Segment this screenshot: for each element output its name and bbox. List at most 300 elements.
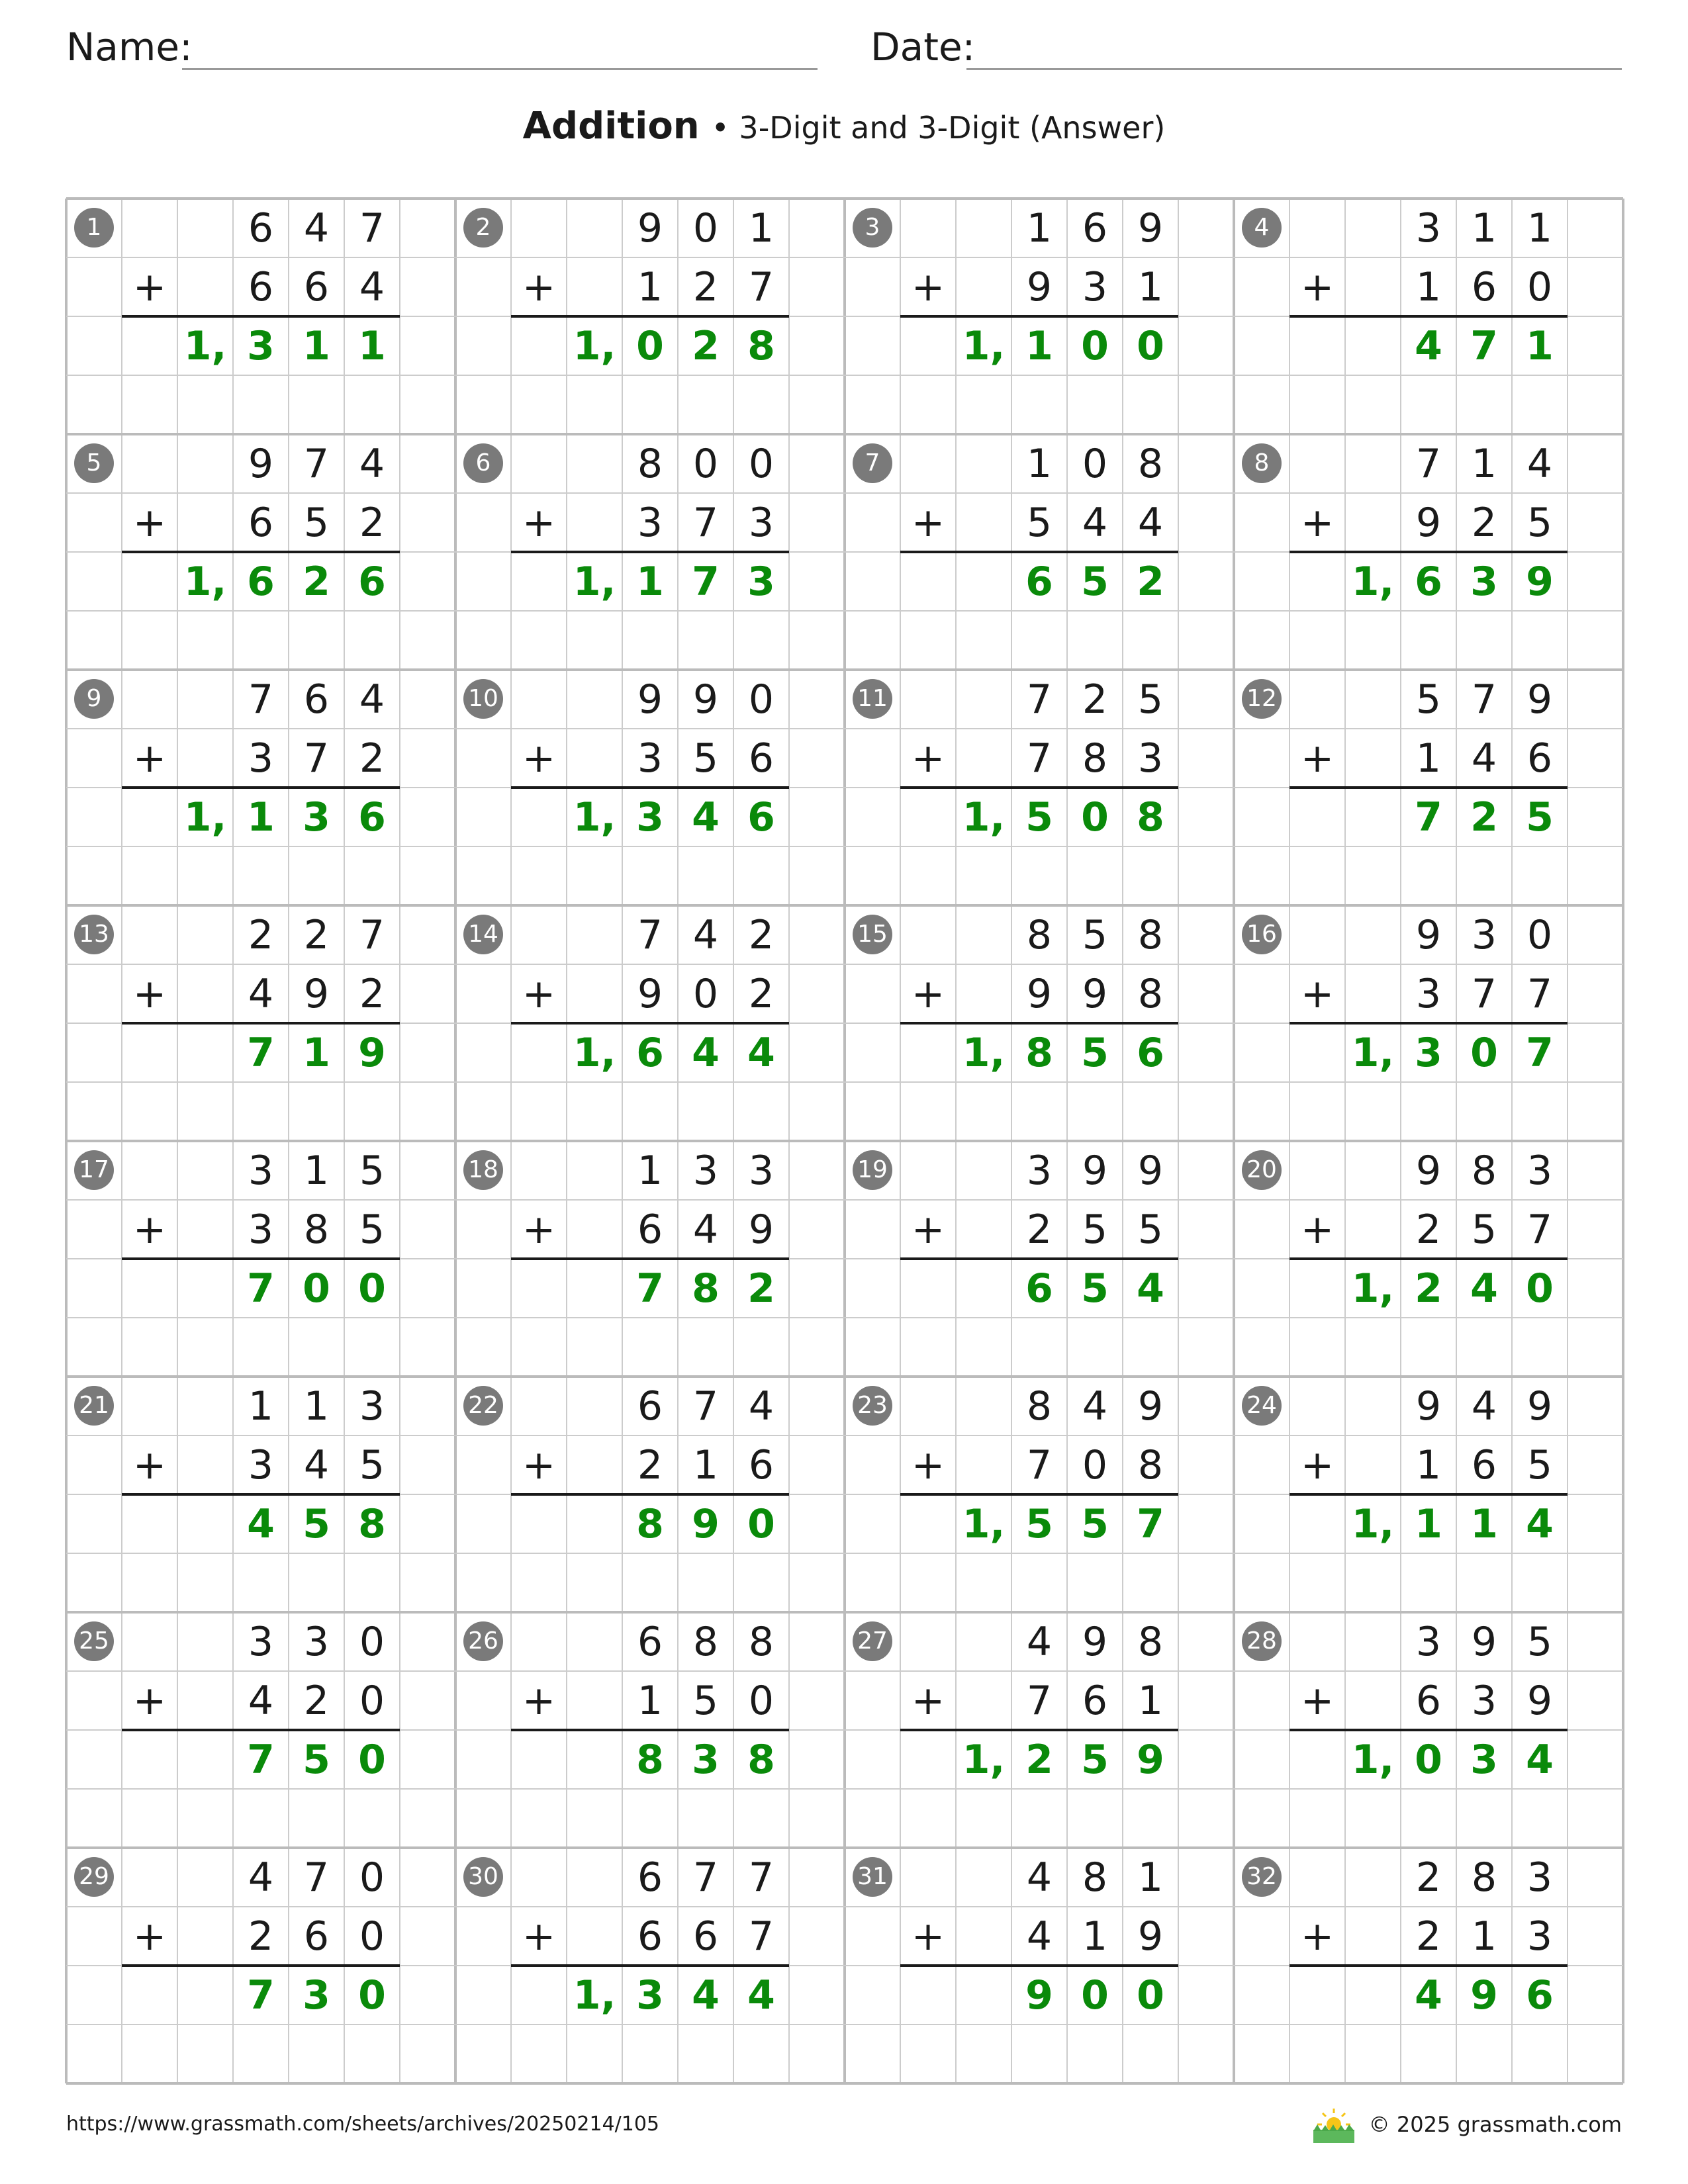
top-digit: 9 (1526, 1383, 1553, 1430)
bottom-digit: 2 (359, 499, 385, 546)
plus-sign: + (132, 499, 167, 546)
answer-digit: 0 (1137, 322, 1164, 369)
answer-digit: 1, (573, 322, 616, 369)
top-digit: 0 (748, 676, 774, 723)
answer-digit: 1, (573, 1029, 616, 1076)
problem-number-badge: 1 (74, 208, 114, 248)
bottom-digit: 1 (1137, 1677, 1164, 1724)
top-digit: 9 (1526, 676, 1553, 723)
top-digit: 1 (1471, 440, 1497, 487)
top-digit: 8 (1082, 1854, 1108, 1901)
answer-digit: 0 (1415, 1736, 1442, 1783)
answer-digit: 0 (1526, 1265, 1554, 1312)
bottom-digit: 9 (1082, 970, 1108, 1017)
bottom-digit: 3 (1082, 263, 1108, 310)
problem-number-badge: 9 (74, 679, 114, 719)
answer-digit: 3 (1470, 558, 1498, 605)
plus-sign: + (911, 263, 945, 310)
answer-digit: 2 (303, 558, 330, 605)
answer-digit: 3 (692, 1736, 720, 1783)
top-digit: 1 (748, 205, 774, 251)
top-digit: 7 (1471, 676, 1497, 723)
footer-url: https://www.grassmath.com/sheets/archives/20250214/105 (66, 2113, 660, 2136)
top-digit: 9 (1137, 1147, 1164, 1194)
answer-digit: 1, (573, 1972, 616, 2019)
problem-number-badge: 27 (853, 1621, 892, 1661)
answer-digit: 0 (1470, 1029, 1498, 1076)
answer-digit: 1 (1470, 1500, 1498, 1547)
bottom-digit: 8 (1137, 970, 1164, 1017)
top-digit: 3 (1471, 911, 1497, 958)
bottom-digit: 2 (1471, 499, 1497, 546)
top-digit: 0 (1526, 911, 1553, 958)
problem-number-badge: 22 (463, 1386, 503, 1426)
answer-digit: 5 (303, 1500, 330, 1547)
bottom-digit: 0 (1082, 1441, 1108, 1488)
answer-digit: 3 (636, 1972, 664, 2019)
bottom-digit: 8 (303, 1206, 330, 1253)
bottom-digit: 5 (1137, 1206, 1164, 1253)
top-digit: 9 (1137, 205, 1164, 251)
answer-digit: 4 (1415, 322, 1442, 369)
bottom-digit: 7 (1526, 1206, 1553, 1253)
answer-digit: 6 (1025, 558, 1053, 605)
bottom-digit: 3 (1471, 1677, 1497, 1724)
answer-digit: 1, (1351, 1265, 1395, 1312)
bottom-digit: 6 (1471, 263, 1497, 310)
answer-digit: 3 (303, 1972, 330, 2019)
title-main: Addition (522, 105, 700, 148)
answer-digit: 1, (183, 558, 227, 605)
top-digit: 9 (637, 676, 663, 723)
bottom-digit: 1 (637, 263, 663, 310)
top-digit: 9 (1137, 1383, 1164, 1430)
bottom-digit: 4 (248, 970, 274, 1017)
answer-digit: 5 (303, 1736, 330, 1783)
top-digit: 4 (303, 205, 330, 251)
top-digit: 4 (748, 1383, 774, 1430)
bottom-digit: 6 (748, 735, 774, 782)
top-digit: 4 (359, 440, 385, 487)
answer-digit: 4 (1137, 1265, 1164, 1312)
answer-digit: 3 (247, 322, 275, 369)
plus-sign: + (132, 970, 167, 1017)
answer-digit: 1, (1351, 1029, 1395, 1076)
answer-digit: 5 (1081, 1500, 1109, 1547)
answer-digit: 9 (358, 1029, 386, 1076)
top-digit: 1 (248, 1383, 274, 1430)
problem-number-badge: 16 (1242, 915, 1282, 954)
answer-digit: 0 (1081, 794, 1109, 841)
answer-digit: 7 (1137, 1500, 1164, 1547)
top-digit: 4 (1526, 440, 1553, 487)
problem-number-badge: 8 (1242, 443, 1282, 483)
plus-sign: + (1300, 499, 1335, 546)
bottom-digit: 6 (1471, 1441, 1497, 1488)
problem-number-badge: 32 (1242, 1857, 1282, 1897)
bottom-digit: 2 (359, 735, 385, 782)
problem-number-badge: 5 (74, 443, 114, 483)
top-digit: 3 (1026, 1147, 1053, 1194)
bottom-digit: 7 (692, 499, 719, 546)
answer-digit: 8 (692, 1265, 720, 1312)
bottom-digit: 9 (1137, 1913, 1164, 1960)
bottom-digit: 9 (1526, 1677, 1553, 1724)
problem-number-badge: 11 (853, 679, 892, 719)
answer-digit: 1 (1025, 322, 1053, 369)
top-digit: 6 (248, 205, 274, 251)
answer-digit: 0 (1081, 1972, 1109, 2019)
answer-digit: 8 (1025, 1029, 1053, 1076)
answer-digit: 7 (692, 558, 720, 605)
top-digit: 3 (1415, 1618, 1442, 1665)
bottom-digit: 0 (359, 1677, 385, 1724)
answer-digit: 9 (1470, 1972, 1498, 2019)
plus-sign: + (522, 1913, 556, 1960)
top-digit: 9 (1082, 1618, 1108, 1665)
bottom-digit: 9 (1026, 263, 1053, 310)
answer-digit: 3 (303, 794, 330, 841)
bottom-digit: 4 (359, 263, 385, 310)
plus-sign: + (1300, 1206, 1335, 1253)
top-digit: 0 (692, 205, 719, 251)
top-digit: 1 (637, 1147, 663, 1194)
answer-digit: 4 (747, 1029, 775, 1076)
answer-digit: 8 (747, 1736, 775, 1783)
bottom-digit: 7 (1026, 735, 1053, 782)
plus-sign: + (522, 1206, 556, 1253)
bottom-digit: 7 (1526, 970, 1553, 1017)
top-digit: 3 (248, 1618, 274, 1665)
bottom-digit: 5 (1082, 1206, 1108, 1253)
top-digit: 6 (637, 1383, 663, 1430)
answer-digit: 1 (358, 322, 386, 369)
top-digit: 4 (692, 911, 719, 958)
bottom-digit: 5 (692, 735, 719, 782)
bottom-digit: 6 (303, 263, 330, 310)
answer-digit: 1, (962, 1500, 1006, 1547)
bottom-digit: 6 (248, 263, 274, 310)
bottom-digit: 1 (1082, 1913, 1108, 1960)
bottom-digit: 3 (248, 735, 274, 782)
bottom-digit: 7 (748, 1913, 774, 1960)
answer-digit: 4 (1526, 1500, 1554, 1547)
bottom-digit: 2 (303, 1677, 330, 1724)
bottom-digit: 7 (1026, 1677, 1053, 1724)
top-digit: 5 (359, 1147, 385, 1194)
answer-digit: 5 (1081, 1265, 1109, 1312)
top-digit: 8 (1471, 1147, 1497, 1194)
answer-digit: 1, (573, 558, 616, 605)
bottom-digit: 6 (637, 1206, 663, 1253)
answer-digit: 4 (1470, 1265, 1498, 1312)
bottom-digit: 6 (748, 1441, 774, 1488)
top-digit: 0 (692, 440, 719, 487)
answer-digit: 2 (1470, 794, 1498, 841)
answer-digit: 9 (1137, 1736, 1164, 1783)
bottom-digit: 4 (1471, 735, 1497, 782)
plus-sign: + (132, 735, 167, 782)
plus-sign: + (132, 1913, 167, 1960)
top-digit: 2 (748, 911, 774, 958)
top-digit: 9 (1415, 911, 1442, 958)
plus-sign: + (132, 263, 167, 310)
top-digit: 3 (1526, 1854, 1553, 1901)
plus-sign: + (911, 1677, 945, 1724)
answer-digit: 0 (358, 1972, 386, 2019)
plus-sign: + (132, 1441, 167, 1488)
top-digit: 1 (1026, 205, 1053, 251)
bottom-digit: 8 (1137, 1441, 1164, 1488)
footer-brand (1311, 2105, 1622, 2144)
plus-sign: + (522, 1677, 556, 1724)
top-digit: 7 (303, 440, 330, 487)
bottom-digit: 0 (692, 970, 719, 1017)
bottom-digit: 0 (359, 1913, 385, 1960)
bottom-digit: 6 (692, 1913, 719, 1960)
problem-number-badge: 20 (1242, 1150, 1282, 1190)
answer-digit: 4 (1526, 1736, 1554, 1783)
top-digit: 9 (248, 440, 274, 487)
date-label: Date: (870, 24, 976, 69)
answer-digit: 1 (303, 322, 330, 369)
bottom-digit: 3 (248, 1441, 274, 1488)
top-digit: 3 (748, 1147, 774, 1194)
answer-digit: 0 (303, 1265, 330, 1312)
answer-digit: 0 (358, 1265, 386, 1312)
answer-digit: 6 (358, 794, 386, 841)
top-digit: 0 (359, 1618, 385, 1665)
problem-number-badge: 19 (853, 1150, 892, 1190)
answer-digit: 4 (692, 1972, 720, 2019)
top-digit: 8 (748, 1618, 774, 1665)
bottom-digit: 4 (1137, 499, 1164, 546)
answer-digit: 6 (1025, 1265, 1053, 1312)
top-digit: 5 (1082, 911, 1108, 958)
top-digit: 9 (692, 676, 719, 723)
top-digit: 7 (1026, 676, 1053, 723)
answer-digit: 6 (1137, 1029, 1164, 1076)
bottom-digit: 6 (303, 1913, 330, 1960)
bottom-digit: 3 (637, 735, 663, 782)
top-digit: 7 (692, 1854, 719, 1901)
grass-sun-logo-icon (1311, 2105, 1357, 2144)
bottom-digit: 8 (1082, 735, 1108, 782)
problem-number-badge: 7 (853, 443, 892, 483)
plus-sign: + (911, 1206, 945, 1253)
answer-digit: 7 (247, 1029, 275, 1076)
bottom-digit: 1 (1415, 735, 1442, 782)
top-digit: 5 (1526, 1618, 1553, 1665)
problem-number-badge: 31 (853, 1857, 892, 1897)
bottom-digit: 9 (1415, 499, 1442, 546)
bottom-digit: 2 (1026, 1206, 1053, 1253)
top-digit: 9 (1415, 1147, 1442, 1194)
plus-sign: + (1300, 1677, 1335, 1724)
plus-sign: + (1300, 263, 1335, 310)
answer-digit: 4 (1415, 1972, 1442, 2019)
problem-number-badge: 24 (1242, 1386, 1282, 1426)
answer-digit: 7 (1470, 322, 1498, 369)
top-digit: 2 (248, 911, 274, 958)
answer-digit: 5 (1526, 794, 1554, 841)
top-digit: 3 (1526, 1147, 1553, 1194)
bottom-digit: 6 (248, 499, 274, 546)
plus-sign: + (522, 735, 556, 782)
answer-digit: 8 (636, 1736, 664, 1783)
top-digit: 6 (1082, 205, 1108, 251)
answer-digit: 7 (247, 1736, 275, 1783)
footer-copyright: © 2025 grassmath.com (1368, 2112, 1622, 2137)
top-digit: 9 (1471, 1618, 1497, 1665)
top-digit: 7 (1415, 440, 1442, 487)
answer-digit: 0 (1137, 1972, 1164, 2019)
answer-digit: 4 (747, 1972, 775, 2019)
top-digit: 9 (1082, 1147, 1108, 1194)
plus-sign: + (522, 1441, 556, 1488)
answer-digit: 4 (692, 794, 720, 841)
answer-digit: 3 (1415, 1029, 1442, 1076)
answer-digit: 1, (962, 322, 1006, 369)
answer-digit: 0 (1081, 322, 1109, 369)
problem-number-badge: 6 (463, 443, 503, 483)
top-digit: 4 (248, 1854, 274, 1901)
bottom-digit: 1 (692, 1441, 719, 1488)
top-digit: 4 (359, 676, 385, 723)
top-digit: 7 (359, 205, 385, 251)
bottom-digit: 1 (637, 1677, 663, 1724)
plus-sign: + (911, 499, 945, 546)
answer-digit: 1, (1351, 1736, 1395, 1783)
answer-digit: 6 (358, 558, 386, 605)
answer-digit: 6 (1526, 1972, 1554, 2019)
answer-digit: 1 (636, 558, 664, 605)
answer-digit: 7 (247, 1265, 275, 1312)
top-digit: 4 (1471, 1383, 1497, 1430)
problem-number-badge: 13 (74, 915, 114, 954)
top-digit: 3 (692, 1147, 719, 1194)
top-digit: 8 (1026, 1383, 1053, 1430)
top-digit: 7 (637, 911, 663, 958)
top-digit: 9 (637, 205, 663, 251)
top-digit: 3 (303, 1618, 330, 1665)
top-digit: 8 (692, 1618, 719, 1665)
answer-digit: 4 (692, 1029, 720, 1076)
plus-sign: + (1300, 970, 1335, 1017)
bottom-digit: 2 (1415, 1913, 1442, 1960)
bottom-digit: 5 (1471, 1206, 1497, 1253)
top-digit: 6 (303, 676, 330, 723)
problem-number-badge: 21 (74, 1386, 114, 1426)
top-digit: 3 (359, 1383, 385, 1430)
bottom-digit: 5 (303, 499, 330, 546)
answer-digit: 8 (747, 322, 775, 369)
top-digit: 4 (1026, 1618, 1053, 1665)
plus-sign: + (522, 970, 556, 1017)
answer-digit: 1 (1526, 322, 1554, 369)
bottom-digit: 2 (692, 263, 719, 310)
title-subtitle: • 3-Digit and 3-Digit (Answer) (711, 110, 1166, 146)
bottom-digit: 7 (1026, 1441, 1053, 1488)
answer-digit: 9 (692, 1500, 720, 1547)
bottom-digit: 6 (1082, 1677, 1108, 1724)
plus-sign: + (1300, 1913, 1335, 1960)
answer-digit: 1, (183, 794, 227, 841)
top-digit: 0 (748, 440, 774, 487)
top-digit: 1 (1471, 205, 1497, 251)
answer-digit: 5 (1025, 794, 1053, 841)
answer-digit: 7 (636, 1265, 664, 1312)
bottom-digit: 6 (637, 1913, 663, 1960)
top-digit: 4 (1026, 1854, 1053, 1901)
top-digit: 8 (637, 440, 663, 487)
bottom-digit: 0 (1526, 263, 1553, 310)
answer-digit: 7 (1415, 794, 1442, 841)
answer-digit: 9 (1526, 558, 1554, 605)
answer-digit: 1, (183, 322, 227, 369)
top-digit: 2 (1415, 1854, 1442, 1901)
top-digit: 1 (303, 1147, 330, 1194)
bottom-digit: 5 (359, 1206, 385, 1253)
bottom-digit: 4 (303, 1441, 330, 1488)
answer-digit: 6 (247, 558, 275, 605)
bottom-digit: 2 (748, 970, 774, 1017)
problem-number-badge: 14 (463, 915, 503, 954)
answer-digit: 2 (1025, 1736, 1053, 1783)
problem-number-badge: 17 (74, 1150, 114, 1190)
top-digit: 2 (303, 911, 330, 958)
problem-number-badge: 29 (74, 1857, 114, 1897)
top-digit: 8 (1137, 1618, 1164, 1665)
answer-digit: 2 (747, 1265, 775, 1312)
answer-digit: 9 (1025, 1972, 1053, 2019)
answer-digit: 0 (747, 1500, 775, 1547)
problem-number-badge: 12 (1242, 679, 1282, 719)
problem-number-badge: 2 (463, 208, 503, 248)
answer-digit: 5 (1081, 558, 1109, 605)
bottom-digit: 2 (248, 1913, 274, 1960)
bottom-digit: 6 (1526, 735, 1553, 782)
top-digit: 4 (1082, 1383, 1108, 1430)
bottom-digit: 7 (303, 735, 330, 782)
answer-digit: 7 (247, 1972, 275, 2019)
plus-sign: + (911, 735, 945, 782)
answer-digit: 2 (692, 322, 720, 369)
answer-digit: 8 (636, 1500, 664, 1547)
top-digit: 8 (1026, 911, 1053, 958)
bottom-digit: 5 (1526, 499, 1553, 546)
plus-sign: + (911, 970, 945, 1017)
top-digit: 5 (1137, 676, 1164, 723)
name-label: Name: (66, 24, 193, 69)
bottom-digit: 6 (1415, 1677, 1442, 1724)
answer-digit: 6 (1415, 558, 1442, 605)
problem-number-badge: 3 (853, 208, 892, 248)
plus-sign: + (911, 1441, 945, 1488)
problem-number-badge: 23 (853, 1386, 892, 1426)
bottom-digit: 1 (1415, 1441, 1442, 1488)
bottom-digit: 3 (1526, 1913, 1553, 1960)
answer-digit: 1 (1415, 1500, 1442, 1547)
top-digit: 0 (359, 1854, 385, 1901)
answer-digit: 0 (636, 322, 664, 369)
bottom-digit: 1 (1415, 263, 1442, 310)
problem-number-badge: 30 (463, 1857, 503, 1897)
bottom-digit: 2 (359, 970, 385, 1017)
top-digit: 3 (1415, 205, 1442, 251)
answer-digit: 2 (1137, 558, 1164, 605)
bottom-digit: 4 (248, 1677, 274, 1724)
